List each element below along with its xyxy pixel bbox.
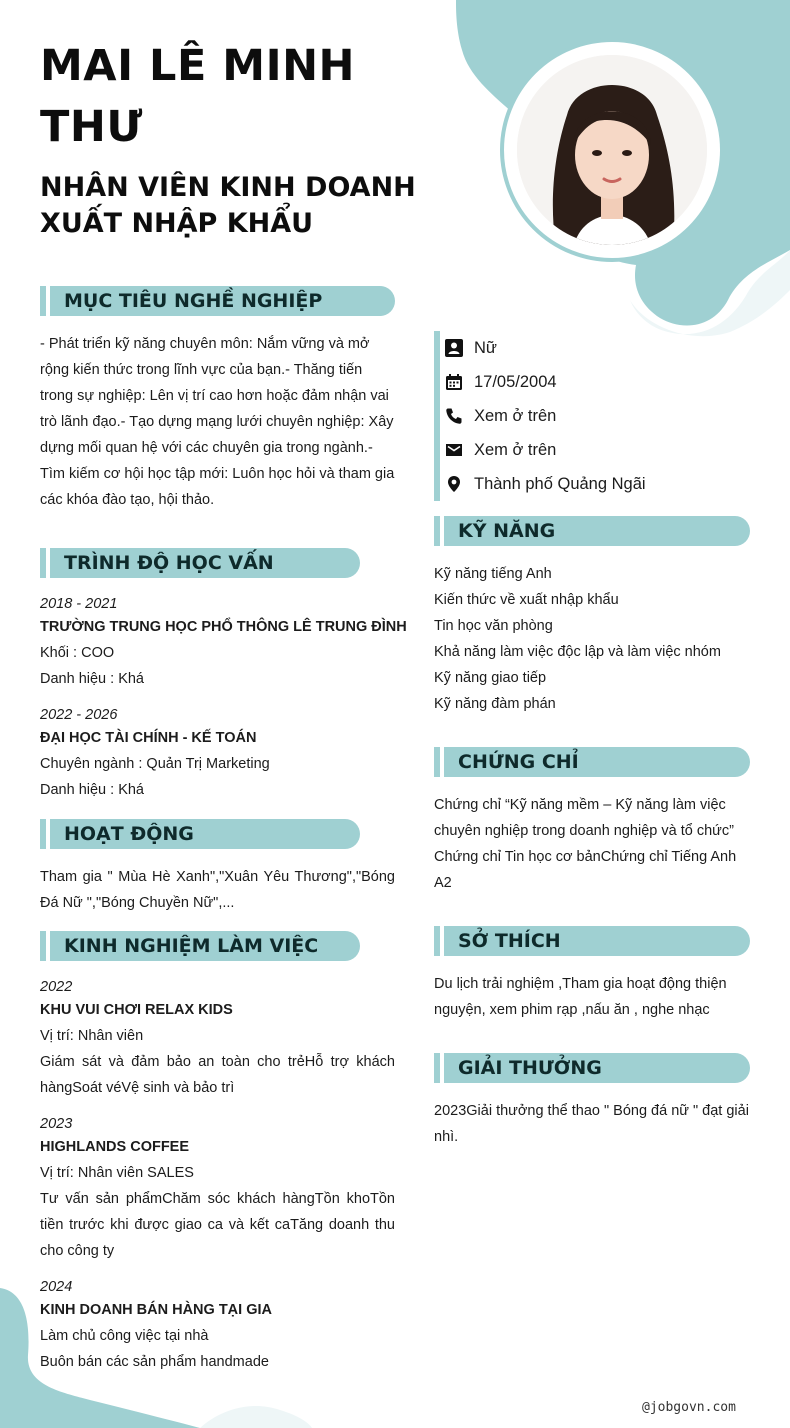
experience-date: 2023	[40, 1116, 73, 1132]
experience-position: Vị trí: Nhân viên SALES	[40, 1165, 194, 1181]
person-icon	[444, 338, 464, 358]
activities-text: Tham gia " Mùa Hè Xanh","Xuân Yêu Thương","Bóng Đá Nữ ","Bóng Chuyền Nữ",...	[40, 869, 395, 911]
awards-text: 2023Giải thưởng thể thao " Bóng đá nữ " đạt giải nhì.	[434, 1103, 749, 1145]
heading-accent-bar	[40, 286, 46, 316]
company-name: KINH DOANH BÁN HÀNG TẠI GIA	[40, 1302, 272, 1318]
section-heading-activities	[40, 819, 360, 849]
section-heading-objective	[40, 286, 395, 316]
education-item	[40, 591, 410, 692]
heading-label: KINH NGHIỆM LÀM VIỆC	[50, 931, 360, 961]
heading-label: MỤC TIÊU NGHỀ NGHIỆP	[50, 286, 395, 316]
address-value: Thành phố Quảng Ngãi	[474, 474, 646, 493]
experience-description: Giám sát và đảm bảo an toàn cho trẻHỗ trợ khách hàngSoát véVệ sinh và bảo trì	[40, 1054, 395, 1096]
skill-item: Kỹ năng đàm phán	[434, 696, 556, 712]
education-detail: Khối : COO	[40, 645, 115, 661]
calendar-icon	[444, 372, 464, 392]
job-title-line-1: NHÂN VIÊN KINH DOANH	[40, 172, 416, 203]
contact-phone	[444, 399, 754, 433]
school-name: TRƯỜNG TRUNG HỌC PHỔ THÔNG LÊ TRUNG ĐÌNH	[40, 619, 407, 635]
heading-label: CHỨNG CHỈ	[444, 747, 750, 777]
school-name: ĐẠI HỌC TÀI CHÍNH - KẾ TOÁN	[40, 730, 257, 746]
section-heading-education	[40, 548, 360, 578]
section-heading-hobbies	[434, 926, 750, 956]
education-list	[40, 591, 410, 813]
mail-icon	[444, 440, 464, 460]
section-heading-certificates	[434, 747, 750, 777]
experience-item	[40, 1111, 395, 1264]
education-item	[40, 702, 410, 803]
heading-label: SỞ THÍCH	[444, 926, 750, 956]
experience-description: Tư vấn sản phẩmChăm sóc khách hàngTồn khoTồn tiền trước khi được giao ca và kết caTăng doanh thu cho công ty	[40, 1191, 395, 1259]
certificates-text: Chứng chỉ “Kỹ năng mềm – Kỹ năng làm việc chuyên nghiệp trong doanh nghiệp và tổ chức” Chứng chỉ Tin học cơ bảnChứng chỉ Tiếng Anh A2	[434, 797, 737, 891]
skill-item: Kỹ năng giao tiếp	[434, 670, 547, 686]
experience-date: 2022	[40, 979, 73, 995]
section-heading-experience	[40, 931, 360, 961]
skills-list	[434, 561, 750, 717]
heading-label: TRÌNH ĐỘ HỌC VẤN	[50, 548, 360, 578]
phone-value: Xem ở trên	[474, 406, 557, 425]
heading-accent-bar	[40, 931, 46, 961]
contact-birthday	[444, 365, 754, 399]
experience-position: Vị trí: Nhân viên	[40, 1028, 144, 1044]
experience-item	[40, 1274, 395, 1375]
education-detail: Danh hiệu : Khá	[40, 671, 144, 687]
company-name: KHU VUI CHƠI RELAX KIDS	[40, 1002, 233, 1018]
education-detail: Danh hiệu : Khá	[40, 782, 144, 798]
gender-value: Nữ	[474, 338, 497, 357]
skill-item: Kỹ năng tiếng Anh	[434, 566, 552, 582]
phone-icon	[444, 406, 464, 426]
experience-item	[40, 974, 395, 1101]
education-date: 2018 - 2021	[40, 596, 118, 612]
birthday-value: 17/05/2004	[474, 372, 557, 391]
location-icon	[444, 474, 464, 494]
heading-accent-bar	[434, 516, 440, 546]
profile-photo	[517, 55, 707, 245]
contact-gender	[444, 331, 754, 365]
heading-accent-bar	[40, 819, 46, 849]
candidate-name: MAI LÊ MINH THƯ	[40, 41, 356, 152]
education-date: 2022 - 2026	[40, 707, 118, 723]
heading-label: HOẠT ĐỘNG	[50, 819, 360, 849]
profile-photo-frame	[500, 38, 724, 262]
experience-description: Buôn bán các sản phẩm handmade	[40, 1354, 269, 1370]
section-heading-skills	[434, 516, 750, 546]
company-name: HIGHLANDS COFFEE	[40, 1139, 190, 1155]
experience-date: 2024	[40, 1279, 73, 1295]
watermark: @jobgovn.com	[642, 1400, 736, 1415]
skill-item: Kiến thức về xuất nhập khẩu	[434, 592, 619, 608]
section-heading-awards	[434, 1053, 750, 1083]
heading-label: GIẢI THƯỞNG	[444, 1053, 750, 1083]
contact-email	[444, 433, 754, 467]
heading-accent-bar	[40, 548, 46, 578]
heading-accent-bar	[434, 926, 440, 956]
experience-position: Làm chủ công việc tại nhà	[40, 1328, 209, 1344]
job-title-line-2: XUẤT NHẬP KHẨU	[40, 208, 314, 239]
contact-address	[444, 467, 754, 501]
heading-accent-bar	[434, 1053, 440, 1083]
skill-item: Tin học văn phòng	[434, 618, 553, 634]
education-detail: Chuyên ngành : Quản Trị Marketing	[40, 756, 270, 772]
objective-text: - Phát triển kỹ năng chuyên môn: Nắm vững và mở rộng kiến thức trong lĩnh vực của bạn.- Thăng tiến trong sự nghiệp: Lên vị trí cao hơn hoặc đảm nhận vai trò lãnh đạo.- Tạo dựng mạng lưới chuyên nghiệp: Xây dựng mối quan hệ với các chuyên gia trong ngành.- Tìm kiếm cơ hội học tập mới: Luôn học hỏi và tham gia các khóa đào tạo, hội thảo.	[40, 336, 395, 508]
contact-info	[434, 331, 754, 501]
hobbies-text: Du lịch trải nghiệm ,Tham gia hoạt động thiện nguyện, xem phim rạp ,nấu ăn , nghe nhạc	[434, 976, 727, 1018]
skill-item: Khả năng làm việc độc lập và làm việc nhóm	[434, 644, 721, 660]
heading-label: KỸ NĂNG	[444, 516, 750, 546]
experience-list	[40, 974, 395, 1385]
heading-accent-bar	[434, 747, 440, 777]
email-value: Xem ở trên	[474, 440, 557, 459]
job-title	[40, 170, 430, 242]
